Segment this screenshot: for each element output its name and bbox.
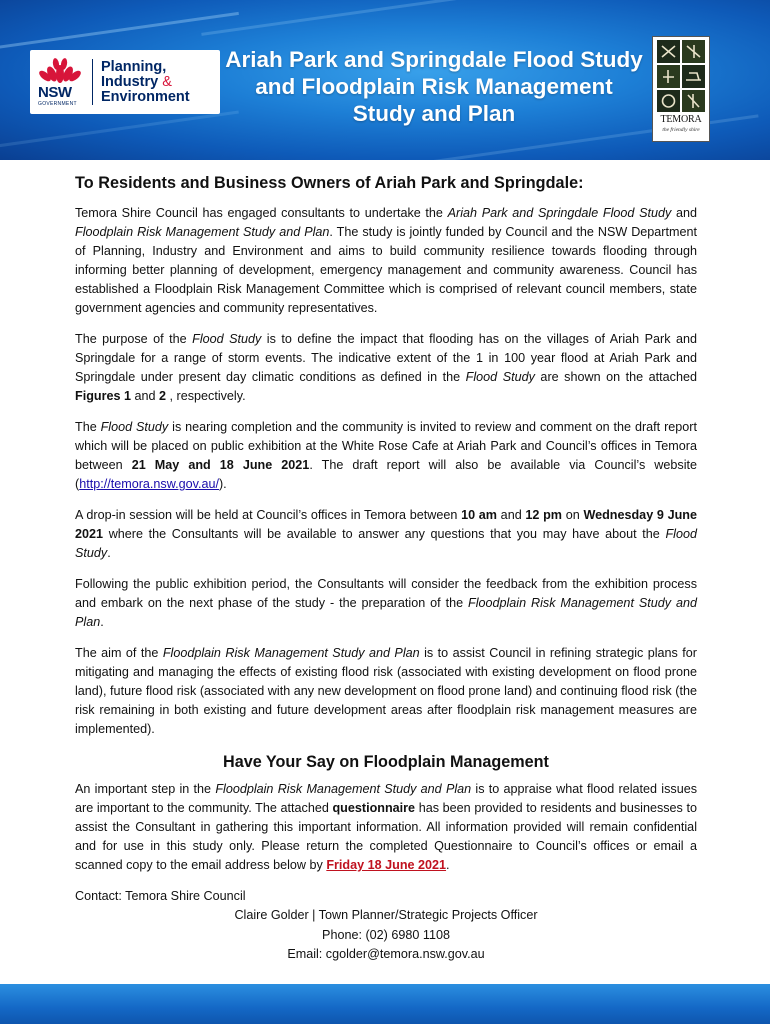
temora-name: TEMORA [660,114,702,125]
paragraph-aim: The aim of the Floodplain Risk Management Study and Plan is to assist Council in refining strategic plans for mitigating and managing the effects of existing flood risk (associated with existing development on flood prone land), future flood risk (associated with any new development on flood prone land) and continuing flood risk (the risk remaining in both existing and future development areas after floodplain risk management measures are implemented). [75,646,697,736]
temora-shire-logo [652,36,710,142]
temora-crest-icon [657,40,705,112]
document-body [75,174,697,965]
return-deadline: Friday 18 June 2021 [326,858,447,872]
nsw-planning-logo [30,50,220,114]
section-heading-have-your-say: Have Your Say on Floodplain Management [223,753,549,771]
department-line-2: Industry & [101,73,172,90]
contact-email: Email: cgolder@temora.nsw.gov.au [287,947,485,961]
contact-phone: Phone: (02) 6980 1108 [322,927,450,942]
contact-name-role: Claire Golder | Town Planner/Strategic Projects Officer [234,908,538,922]
header-banner [0,0,770,160]
paragraph-questionnaire: An important step in the Floodplain Risk Management Study and Plan is to appraise what flood related issues are important to the community. The attached questionnaire has been provided to residents and businesses to assist the Consultant in gathering this important information. All information provided will remain confidential and for use in this study only. Please return the completed Questionnaire to Council’s offices or email a scanned copy to the email address below by Friday 18 June 2021. [75,782,698,872]
footer-banner [0,984,770,1024]
document-title: Ariah Park and Springdale Flood Study and Floodplain Risk Management Study and Plan [225,47,643,126]
temora-tagline: the friendly shire [662,127,700,133]
paragraph-drop-in: A drop-in session will be held at Council’s offices in Temora between 10 am and 12 pm on Wednesday 9 June 2021 where the Consultants will be available to answer any questions that you may have about the Flood Study. [75,508,697,560]
government-label: GOVERNMENT [38,101,77,107]
nsw-wordmark: NSW [38,84,72,101]
council-website-link[interactable]: http://temora.nsw.gov.au/ [79,477,219,491]
department-line-1: Planning, [101,58,167,75]
waratah-icon [30,50,90,114]
paragraph-intro: Temora Shire Council has engaged consultants to undertake the Ariah Park and Springdale Flood Study and Floodplain Risk Management Study and Plan. The study is jointly funded by Council and the NSW Department of Planning, Industry and Environment and aims to build community resilience towards flooding through informing better planning of development, emergency management and community awareness. Council has established a Floodplain Risk Management Committee which is comprised of relevant council members, state government agencies and community representatives. [75,206,697,315]
paragraph-next-phase: Following the public exhibition period, the Consultants will consider the feedback from the exhibition process and embark on the next phase of the study - the preparation of the Floodplain Risk Management Study and Plan. [75,577,697,629]
letter-heading: To Residents and Business Owners of Ariah Park and Springdale: [75,174,584,192]
department-name [101,60,190,105]
contact-label: Contact: Temora Shire Council [75,889,246,903]
paragraph-exhibition: The Flood Study is nearing completion and the community is invited to review and comment on the draft report which will be placed on public exhibition at the White Rose Cafe at Ariah Park and Council’s offices in Temora between 21 May and 18 June 2021. The draft report will also be available via Council’s website (http://temora.nsw.gov.au/). [75,420,697,491]
department-line-3: Environment [101,88,190,105]
logo-divider [92,59,93,105]
paragraph-purpose: The purpose of the Flood Study is to define the impact that flooding has on the villages of Ariah Park and Springdale for a range of storm events. The indicative extent of the 1 in 100 year flood at Ariah Park and Springdale under present day climatic conditions as defined in the Flood Study are shown on the attached Figures 1 and 2 , respectively. [75,332,697,403]
